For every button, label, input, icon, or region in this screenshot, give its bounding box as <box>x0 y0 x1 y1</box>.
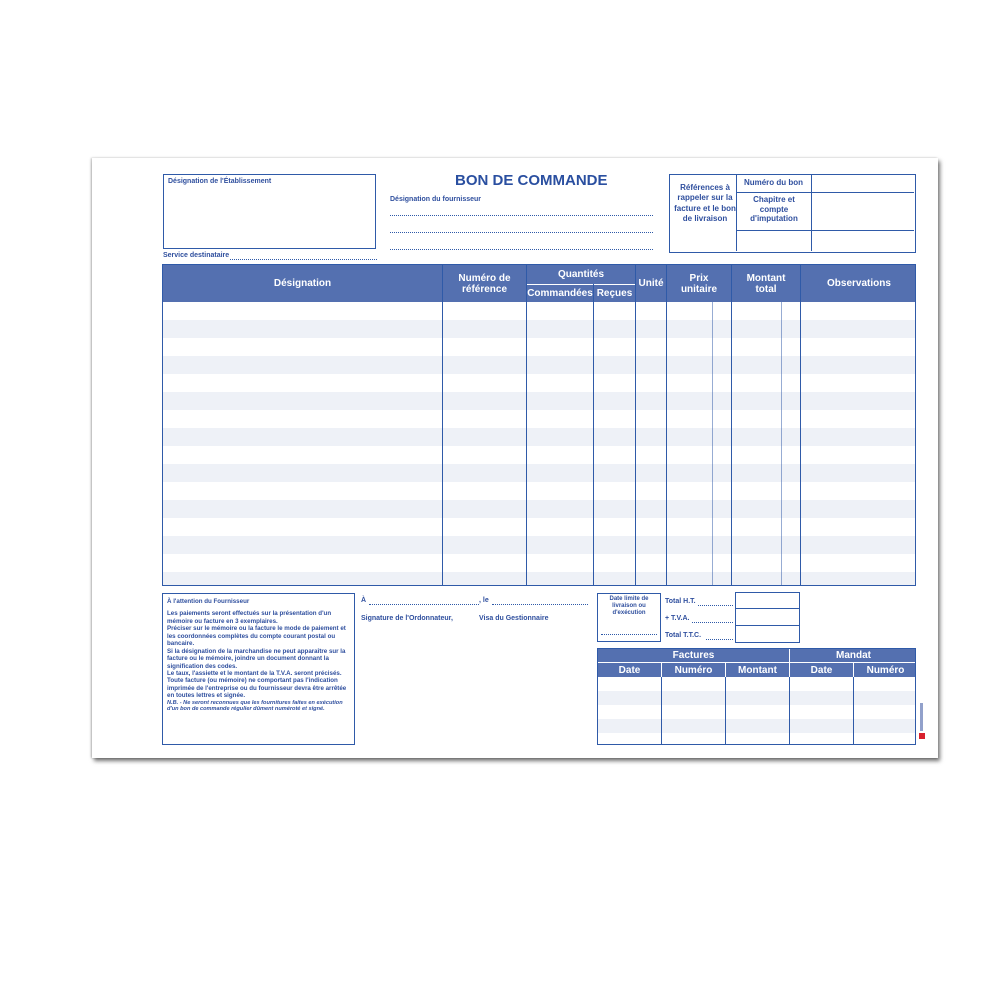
col-numero-reference: Numéro de référence <box>443 265 526 302</box>
col-observations: Observations <box>801 265 916 302</box>
attention-box <box>162 593 355 745</box>
attention-line: Le taux, l'assiette et le montant de la T.V.A. seront précisés. <box>167 669 342 677</box>
etablissement-box[interactable] <box>163 174 376 249</box>
tva-field[interactable] <box>736 609 799 625</box>
col-commandees: Commandées <box>527 285 593 302</box>
col-montant-total: Montant total <box>732 265 800 302</box>
etablissement-label: Désignation de l'Établissement <box>168 178 272 185</box>
mandat-header: Mandat <box>790 649 916 662</box>
order-form-sheet <box>92 158 938 758</box>
fournisseur-label: Désignation du fournisseur <box>390 196 482 203</box>
references-label: Références à rappeler sur la facture et le bon de livraison <box>674 183 736 224</box>
totals-box <box>735 592 800 643</box>
fournisseur-line-3[interactable] <box>390 249 653 250</box>
attention-line: Si la désignation de la marchandise ne peut apparaître sur la facture ou le mémoire, joindre un document donnant la signification des codes. <box>167 647 346 670</box>
date-limite-box[interactable] <box>597 593 661 642</box>
attention-line: Préciser sur le mémoire ou la facture le mode de paiement et les coordonnées complètes du compte courant postal ou bancaire. <box>167 625 346 648</box>
service-field[interactable] <box>230 259 377 260</box>
col-facture-date: Date <box>598 663 661 677</box>
brand-logo-mark <box>920 703 923 731</box>
fournisseur-line-1[interactable] <box>390 215 653 216</box>
service-label: Service destinataire <box>163 252 230 259</box>
attention-nb: N.B. - Ne seront reconnues que les fournitures faites en exécution d'un bon de commande régulier dûment numéroté et signé. <box>167 699 343 713</box>
total-ht-label: Total H.T. <box>665 598 696 605</box>
fournisseur-line-2[interactable] <box>390 232 653 233</box>
col-recues: Reçues <box>594 285 635 302</box>
gestionnaire-label: Visa du Gestionnaire <box>479 615 549 622</box>
date-limite-label: Date limite de livraison ou d'exécution <box>609 596 649 616</box>
total-ht-field[interactable] <box>736 593 799 608</box>
col-facture-numero: Numéro <box>662 663 725 677</box>
col-facture-montant: Montant <box>726 663 789 677</box>
total-ttc-field[interactable] <box>736 626 799 641</box>
items-table <box>162 264 916 586</box>
brand-logo-icon <box>919 733 925 739</box>
page-title: BON DE COMMANDE <box>455 172 608 189</box>
attention-line: Toute facture (ou mémoire) ne comportant pas l'indication imprimée de l'entreprise ou du fournisseur devra être arrêtée en toutes lettres et signée. <box>167 677 347 700</box>
factures-header: Factures <box>598 649 789 662</box>
col-unite: Unité <box>636 265 666 302</box>
col-designation: Désignation <box>163 265 442 302</box>
attention-title: À l'attention du Fournisseur <box>167 598 250 605</box>
numero-bon-field[interactable] <box>812 175 914 192</box>
chapitre-label: Chapitre et compte d'imputation <box>750 195 798 224</box>
factures-body[interactable] <box>598 677 915 744</box>
le-label: , le <box>479 597 489 604</box>
col-mandat-date: Date <box>790 663 853 677</box>
tva-label: + T.V.A. <box>665 615 690 622</box>
total-ttc-label: Total T.T.C. <box>665 632 702 639</box>
col-mandat-numero: Numéro <box>854 663 916 677</box>
ordonnateur-label: Signature de l'Ordonnateur, <box>361 615 453 622</box>
chapitre-field[interactable] <box>812 193 914 230</box>
col-quantites: Quantités <box>527 265 635 284</box>
references-box <box>669 174 916 253</box>
numero-bon-label: Numéro du bon <box>743 178 804 187</box>
le-field[interactable] <box>492 604 588 605</box>
a-field[interactable] <box>369 604 479 605</box>
items-table-body[interactable] <box>163 302 915 585</box>
col-prix-unitaire: Prix unitaire <box>667 265 731 302</box>
attention-line: Les paiements seront effectués sur la présentation d'un mémoire ou facture en 3 exemplaires. <box>167 610 332 625</box>
factures-mandat-table <box>597 648 916 745</box>
a-label: À <box>361 597 367 604</box>
